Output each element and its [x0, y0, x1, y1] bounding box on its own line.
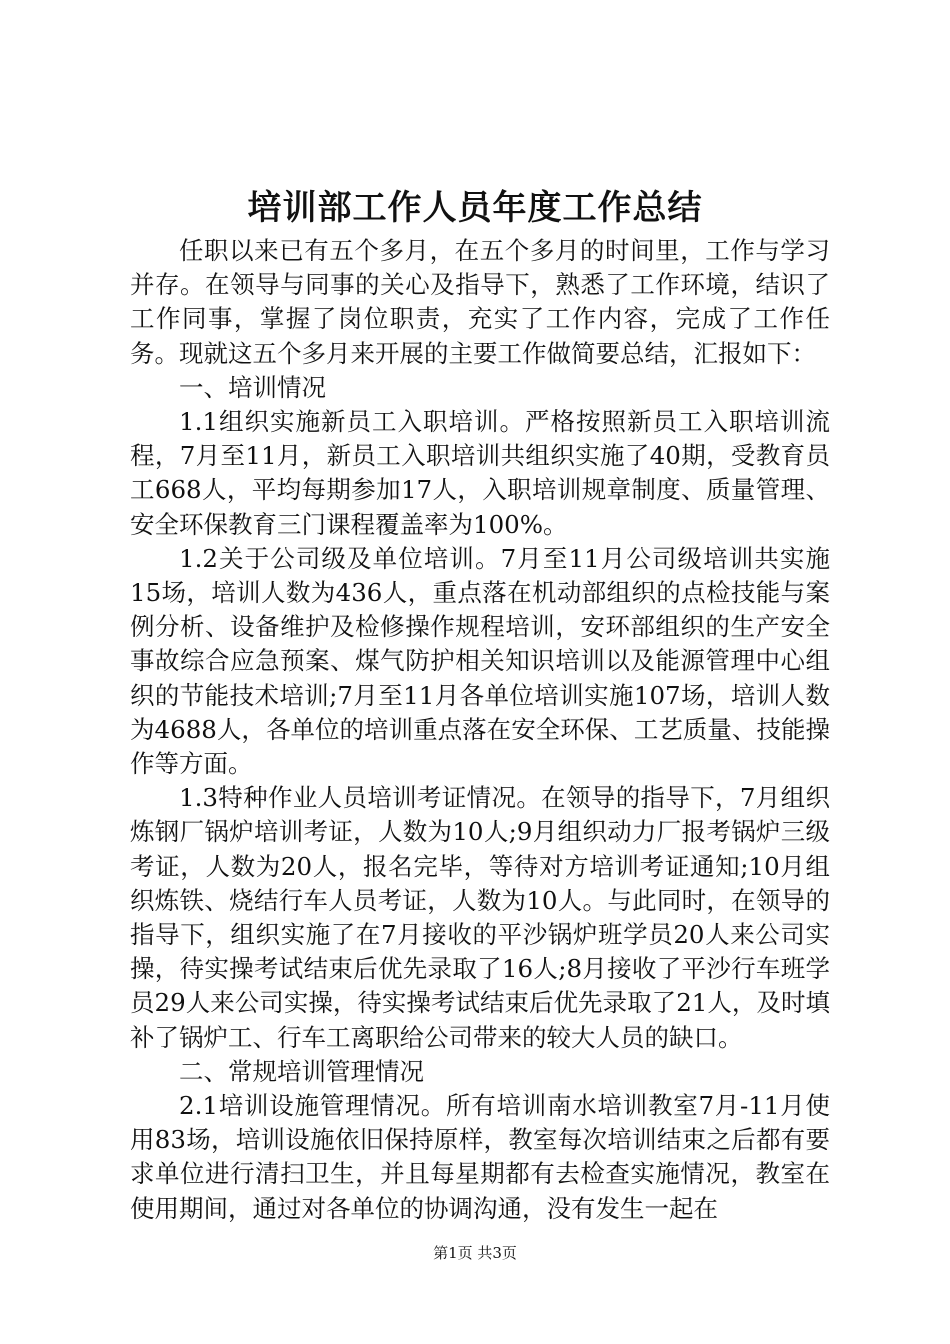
paragraph-1-2: 1.2关于公司级及单位培训。7月至11月公司级培训共实施15场，培训人数为436人，重点落在机动部组织的点检技能与案例分析、设备维护及检修操作规程培训，安环部组织的生产安全事故综合应急预案、煤气防护相关知识培训以及能源管理中心组织的节能技术培训;7月至11月各单位培训实施107场，培训人数为4688人，各单位的培训重点落在安全环保、工艺质量、技能操作等方面。 — [130, 543, 830, 779]
document-body — [130, 234, 830, 1226]
paragraph-1-3: 1.3特种作业人员培训考证情况。在领导的指导下，7月组织炼钢厂锅炉培训考证，人数为10人;9月组织动力厂报考锅炉三级考证，人数为20人，报名完毕，等待对方培训考证通知;10月组织炼铁、烧结行车人员考证，人数为10人。与此同时，在领导的指导下，组织实施了在7月接收的平沙锅炉班学员20人来公司实操，待实操考试结束后优先录取了16人;8月接收了平沙行车班学员29人来公司实操，待实操考试结束后优先录取了21人，及时填补了锅炉工、行车工离职给公司带来的较大人员的缺口。 — [130, 783, 830, 1052]
document-title: 培训部工作人员年度工作总结 — [247, 188, 703, 228]
paragraph-intro: 任职以来已有五个多月，在五个多月的时间里，工作与学习并存。在领导与同事的关心及指导下，熟悉了工作环境，结识了工作同事，掌握了岗位职责，充实了工作内容，完成了工作任务。现就这五个多月来开展的主要工作做简要总结，汇报如下： — [130, 236, 830, 368]
paragraph-2-1: 2.1培训设施管理情况。所有培训南水培训教室7月-11月使用83场，培训设施依旧保持原样，教室每次培训结束之后都有要求单位进行清扫卫生，并且每星期都有去检查实施情况，教室在使用期间，通过对各单位的协调沟通，没有发生一起在 — [130, 1091, 830, 1223]
page-footer: 第1页 共3页 — [433, 1244, 517, 1262]
paragraph-1-1: 1.1组织实施新员工入职培训。严格按照新员工入职培训流程，7月至11月，新员工入职培训共组织实施了40期，受教育员工668人，平均每期参加17人，入职培训规章制度、质量管理、安全环保教育三门课程覆盖率为100%。 — [130, 407, 830, 539]
section-heading-training: 一、培训情况 — [179, 372, 326, 402]
section-heading-routine: 二、常规培训管理情况 — [179, 1056, 424, 1086]
